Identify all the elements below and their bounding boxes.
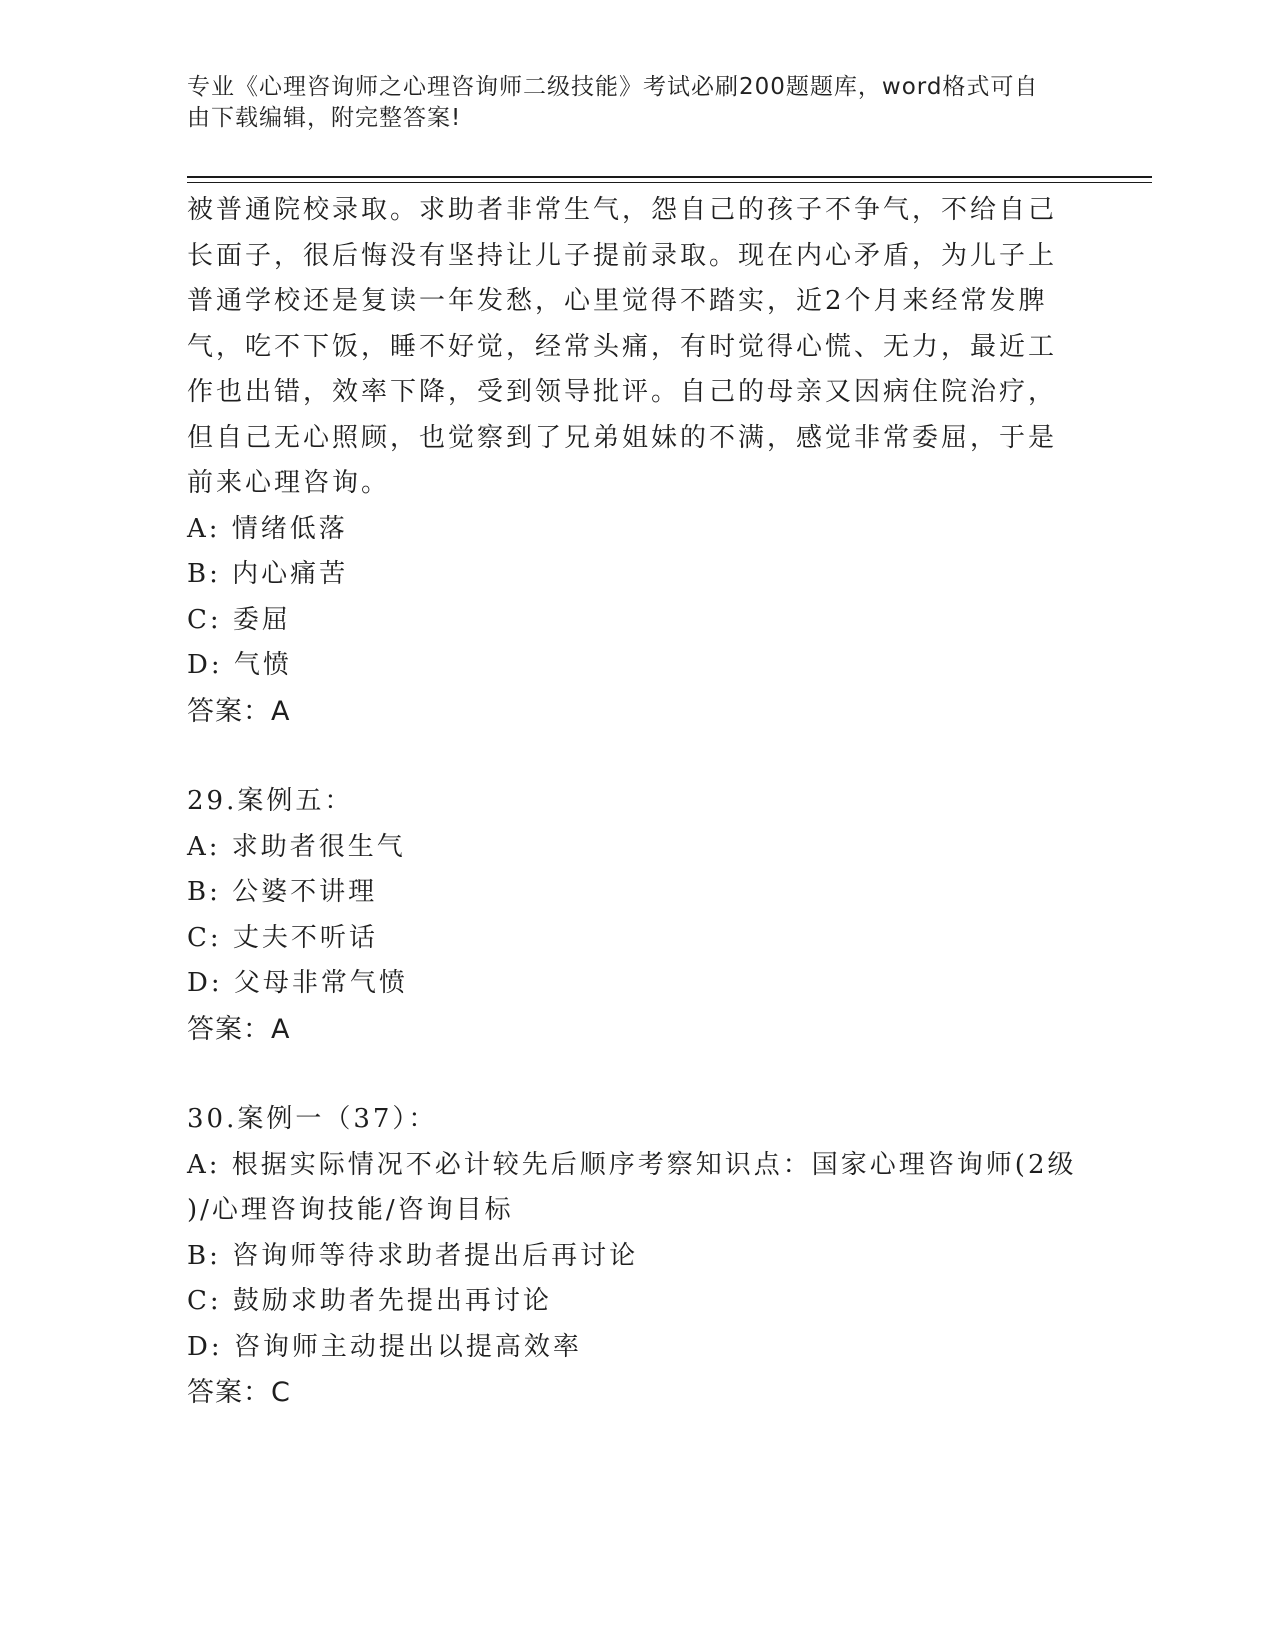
question-30 [187, 1097, 1087, 1416]
header-title-line-2: 由下载编辑，附完整答案! [187, 105, 462, 131]
passage-line: 但自己无心照顾，也觉察到了兄弟姐妹的不满，感觉非常委屈，于是 [187, 422, 1058, 453]
option-a-continuation: )/心理咨询技能/咨询目标 [187, 1195, 514, 1225]
passage-line: 前来心理咨询。 [187, 468, 391, 498]
answer-line: 答案：A [187, 695, 291, 727]
answer-line: 答案：A [187, 1013, 291, 1045]
spacer [187, 1052, 1087, 1097]
header-divider-thick [187, 176, 1152, 178]
option-d: D: 父母非常气愤 [187, 968, 408, 998]
question-29 [187, 779, 1087, 1052]
question-28-continuation [187, 188, 1087, 734]
option-c: C: 鼓励求助者先提出再讨论 [187, 1286, 552, 1316]
document-header [187, 72, 1067, 134]
option-c: C: 委屈 [187, 604, 291, 635]
question-title: 30.案例一（37）： [187, 1104, 438, 1134]
option-d: D: 咨询师主动提出以提高效率 [187, 1331, 582, 1362]
spacer [187, 734, 1087, 779]
passage-line: 气，吃不下饭，睡不好觉，经常头痛，有时觉得心慌、无力，最近工 [187, 331, 1058, 362]
option-b: B: 咨询师等待求助者提出后再讨论 [187, 1240, 639, 1271]
option-c: C: 丈夫不听话 [187, 922, 378, 953]
option-a: A: 求助者很生气 [187, 831, 406, 862]
option-d: D: 气愤 [187, 650, 292, 680]
option-a: A: 情绪低落 [187, 513, 348, 544]
answer-line: 答案：C [187, 1377, 291, 1408]
option-b: B: 公婆不讲理 [187, 877, 378, 907]
option-a: A: 根据实际情况不必计较先后顺序考察知识点：国家心理咨询师(2级 [187, 1149, 1077, 1180]
passage-line: 作也出错，效率下降，受到领导批评。自己的母亲又因病住院治疗， [187, 377, 1058, 407]
passage-line: 长面子，很后悔没有坚持让儿子提前录取。现在内心矛盾，为儿子上 [187, 240, 1058, 271]
document-body [187, 188, 1087, 1416]
passage-line: 普通学校还是复读一年发愁，心里觉得不踏实，近2个月来经常发脾 [187, 286, 1048, 316]
header-divider-thin [187, 182, 1152, 183]
header-title-line-1: 专业《心理咨询师之心理咨询师二级技能》考试必刷200题题库，word格式可自 [187, 74, 1039, 100]
option-b: B: 内心痛苦 [187, 559, 349, 589]
question-title: 29.案例五： [187, 786, 354, 816]
passage-line: 被普通院校录取。求助者非常生气，怨自己的孩子不争气，不给自己 [187, 195, 1058, 225]
